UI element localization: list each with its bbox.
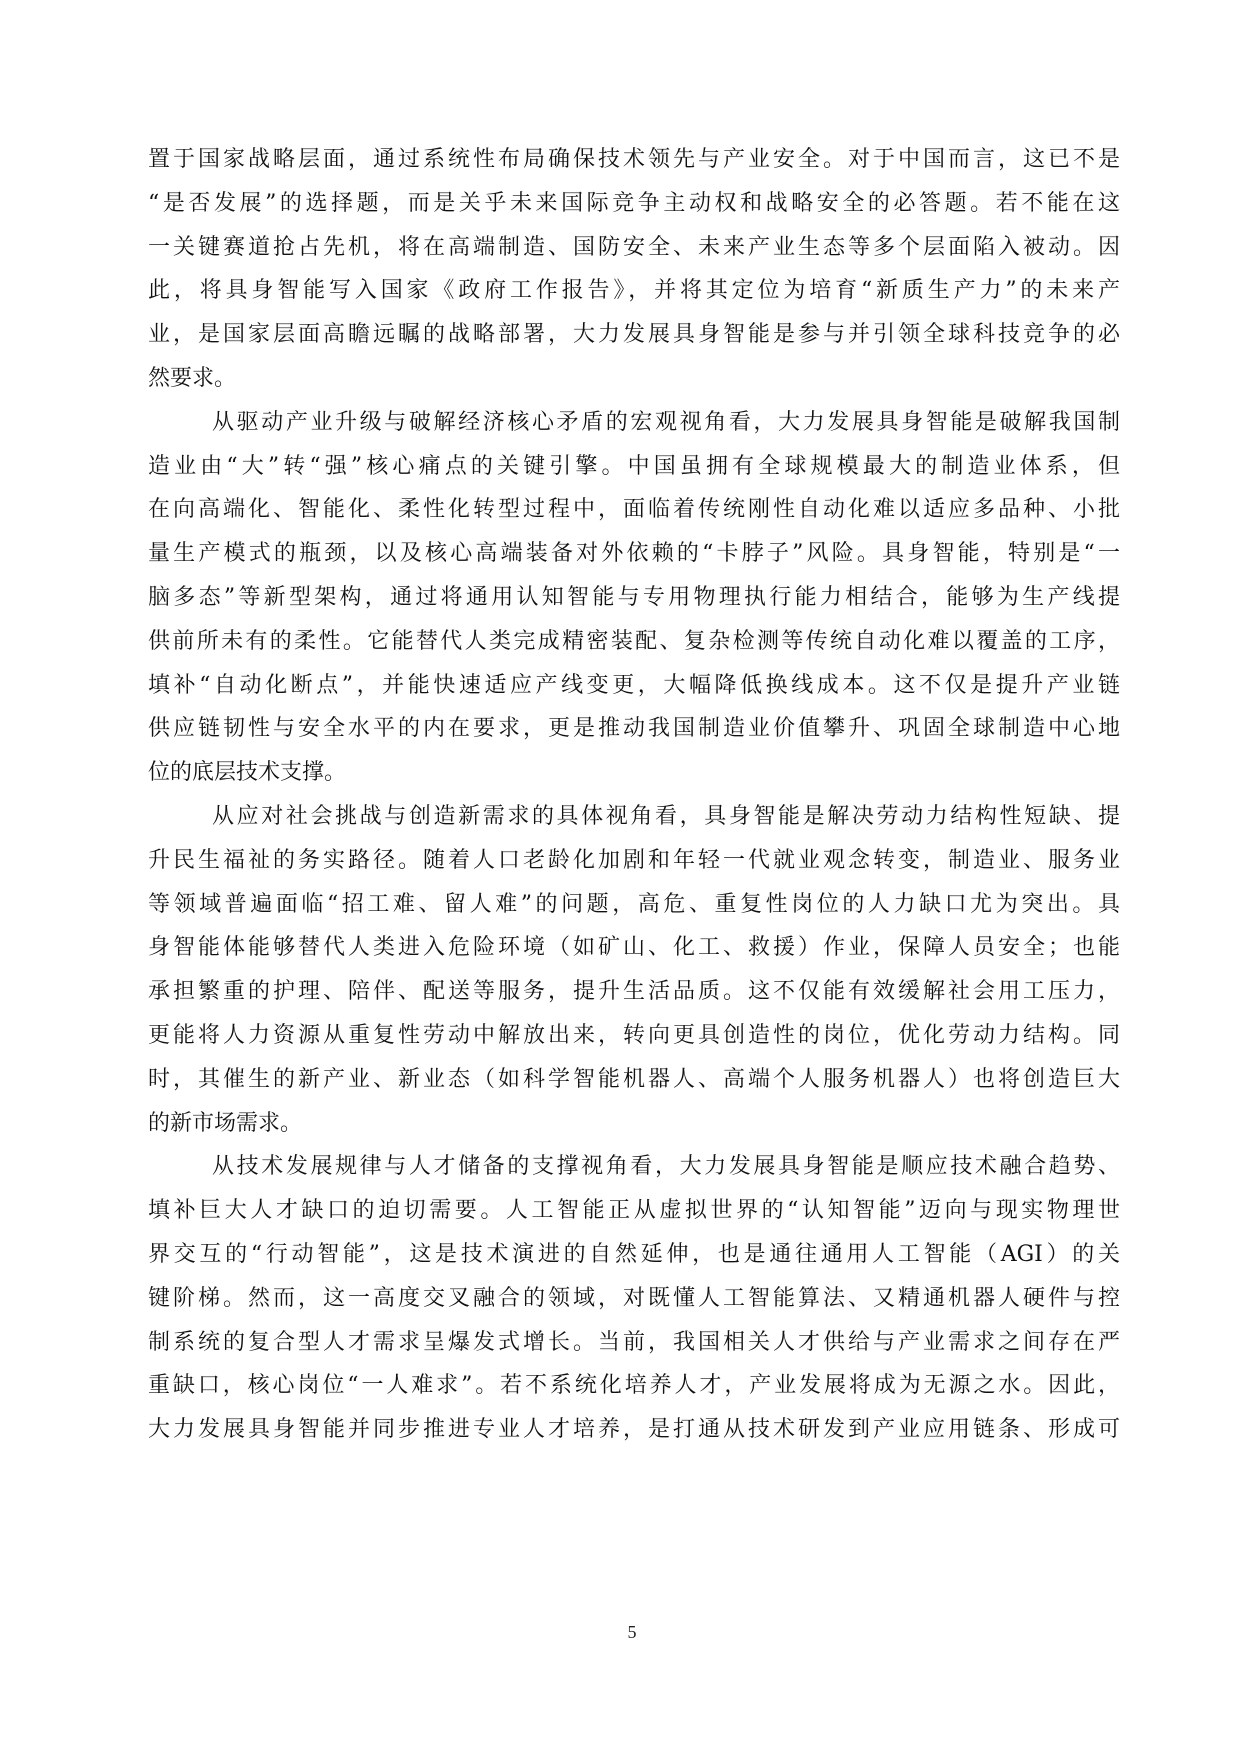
text-line: 供应链韧性与安全水平的内在要求，更是推动我国制造业价值攀升、巩固全球制造中心地: [148, 716, 1120, 742]
text-line: 此，将具身智能写入国家《政府工作报告》，并将其定位为培育“新质生产力”的未来产: [148, 278, 1120, 304]
text-line: “是否发展”的选择题，而是关乎未来国际竞争主动权和战略安全的必答题。若不能在这: [148, 190, 1120, 216]
text-line: 的新市场需求。: [148, 1110, 303, 1136]
text-line: 供前所未有的柔性。它能替代人类完成精密装配、复杂检测等传统自动化难以覆盖的工序，: [148, 628, 1120, 654]
text-line: 等领域普遍面临“招工难、留人难”的问题，高危、重复性岗位的人力缺口尤为突出。具: [148, 891, 1120, 917]
text-line: 填补巨大人才缺口的迫切需要。人工智能正从虚拟世界的“认知智能”迈向与现实物理世: [148, 1198, 1120, 1224]
text-line: 脑多态”等新型架构，通过将通用认知智能与专用物理执行能力相结合，能够为生产线提: [148, 584, 1120, 610]
text-line: 重缺口，核心岗位“一人难求”。若不系统化培养人才，产业发展将成为无源之水。因此，: [148, 1373, 1120, 1399]
page-number: 5: [627, 1622, 637, 1642]
paragraph-4: [148, 1145, 1120, 1452]
body-text: [148, 138, 1120, 1452]
text-line: 置于国家战略层面，通过系统性布局确保技术领先与产业安全。对于中国而言，这已不是: [148, 147, 1120, 172]
text-line: 从技术发展规律与人才储备的支撑视角看，大力发展具身智能是顺应技术融合趋势、: [212, 1154, 1120, 1180]
text-line: 身智能体能够替代人类进入危险环境（如矿山、化工、救援）作业，保障人员安全；也能: [148, 935, 1120, 961]
text-line: 承担繁重的护理、陪伴、配送等服务，提升生活品质。这不仅能有效缓解社会用工压力，: [148, 979, 1120, 1005]
text-line: 界交互的“行动智能”，这是技术演进的自然延伸，也是通往通用人工智能（AGI）的关: [148, 1241, 1120, 1267]
text-line: 从驱动产业升级与破解经济核心矛盾的宏观视角看，大力发展具身智能是破解我国制: [212, 409, 1120, 435]
text-line: 升民生福祉的务实路径。随着人口老龄化加剧和年轻一代就业观念转变，制造业、服务业: [148, 847, 1120, 873]
paragraph-1: [148, 138, 1120, 401]
text-line: 造业由“大”转“强”核心痛点的关键引擎。中国虽拥有全球规模最大的制造业体系，但: [148, 453, 1120, 479]
text-line: 然要求。: [148, 365, 237, 391]
text-line: 位的底层技术支撑。: [148, 760, 347, 786]
text-line: 从应对社会挑战与创造新需求的具体视角看，具身智能是解决劳动力结构性短缺、提: [212, 803, 1120, 829]
text-line: 制系统的复合型人才需求呈爆发式增长。当前，我国相关人才供给与产业需求之间存在严: [148, 1329, 1120, 1355]
paragraph-3: [148, 795, 1120, 1145]
text-line: 量生产模式的瓶颈，以及核心高端装备对外依赖的“卡脖子”风险。具身智能，特别是“一: [148, 541, 1120, 567]
text-line: 业，是国家层面高瞻远瞩的战略部署，大力发展具身智能是参与并引领全球科技竞争的必: [148, 322, 1120, 348]
text-line: 大力发展具身智能并同步推进专业人才培养，是打通从技术研发到产业应用链条、形成可: [148, 1417, 1120, 1443]
text-line: 键阶梯。然而，这一高度交叉融合的领域，对既懂人工智能算法、又精通机器人硬件与控: [148, 1285, 1120, 1311]
text-line: 更能将人力资源从重复性劳动中解放出来，转向更具创造性的岗位，优化劳动力结构。同: [148, 1022, 1120, 1048]
text-line: 时，其催生的新产业、新业态（如科学智能机器人、高端个人服务机器人）也将创造巨大: [148, 1066, 1120, 1092]
text-line: 填补“自动化断点”，并能快速适应产线变更，大幅降低换线成本。这不仅是提升产业链: [148, 672, 1120, 698]
paragraph-2: [148, 401, 1120, 795]
text-line: 在向高端化、智能化、柔性化转型过程中，面临着传统刚性自动化难以适应多品种、小批: [148, 497, 1120, 523]
text-line: 一关键赛道抢占先机，将在高端制造、国防安全、未来产业生态等多个层面陷入被动。因: [148, 234, 1120, 260]
